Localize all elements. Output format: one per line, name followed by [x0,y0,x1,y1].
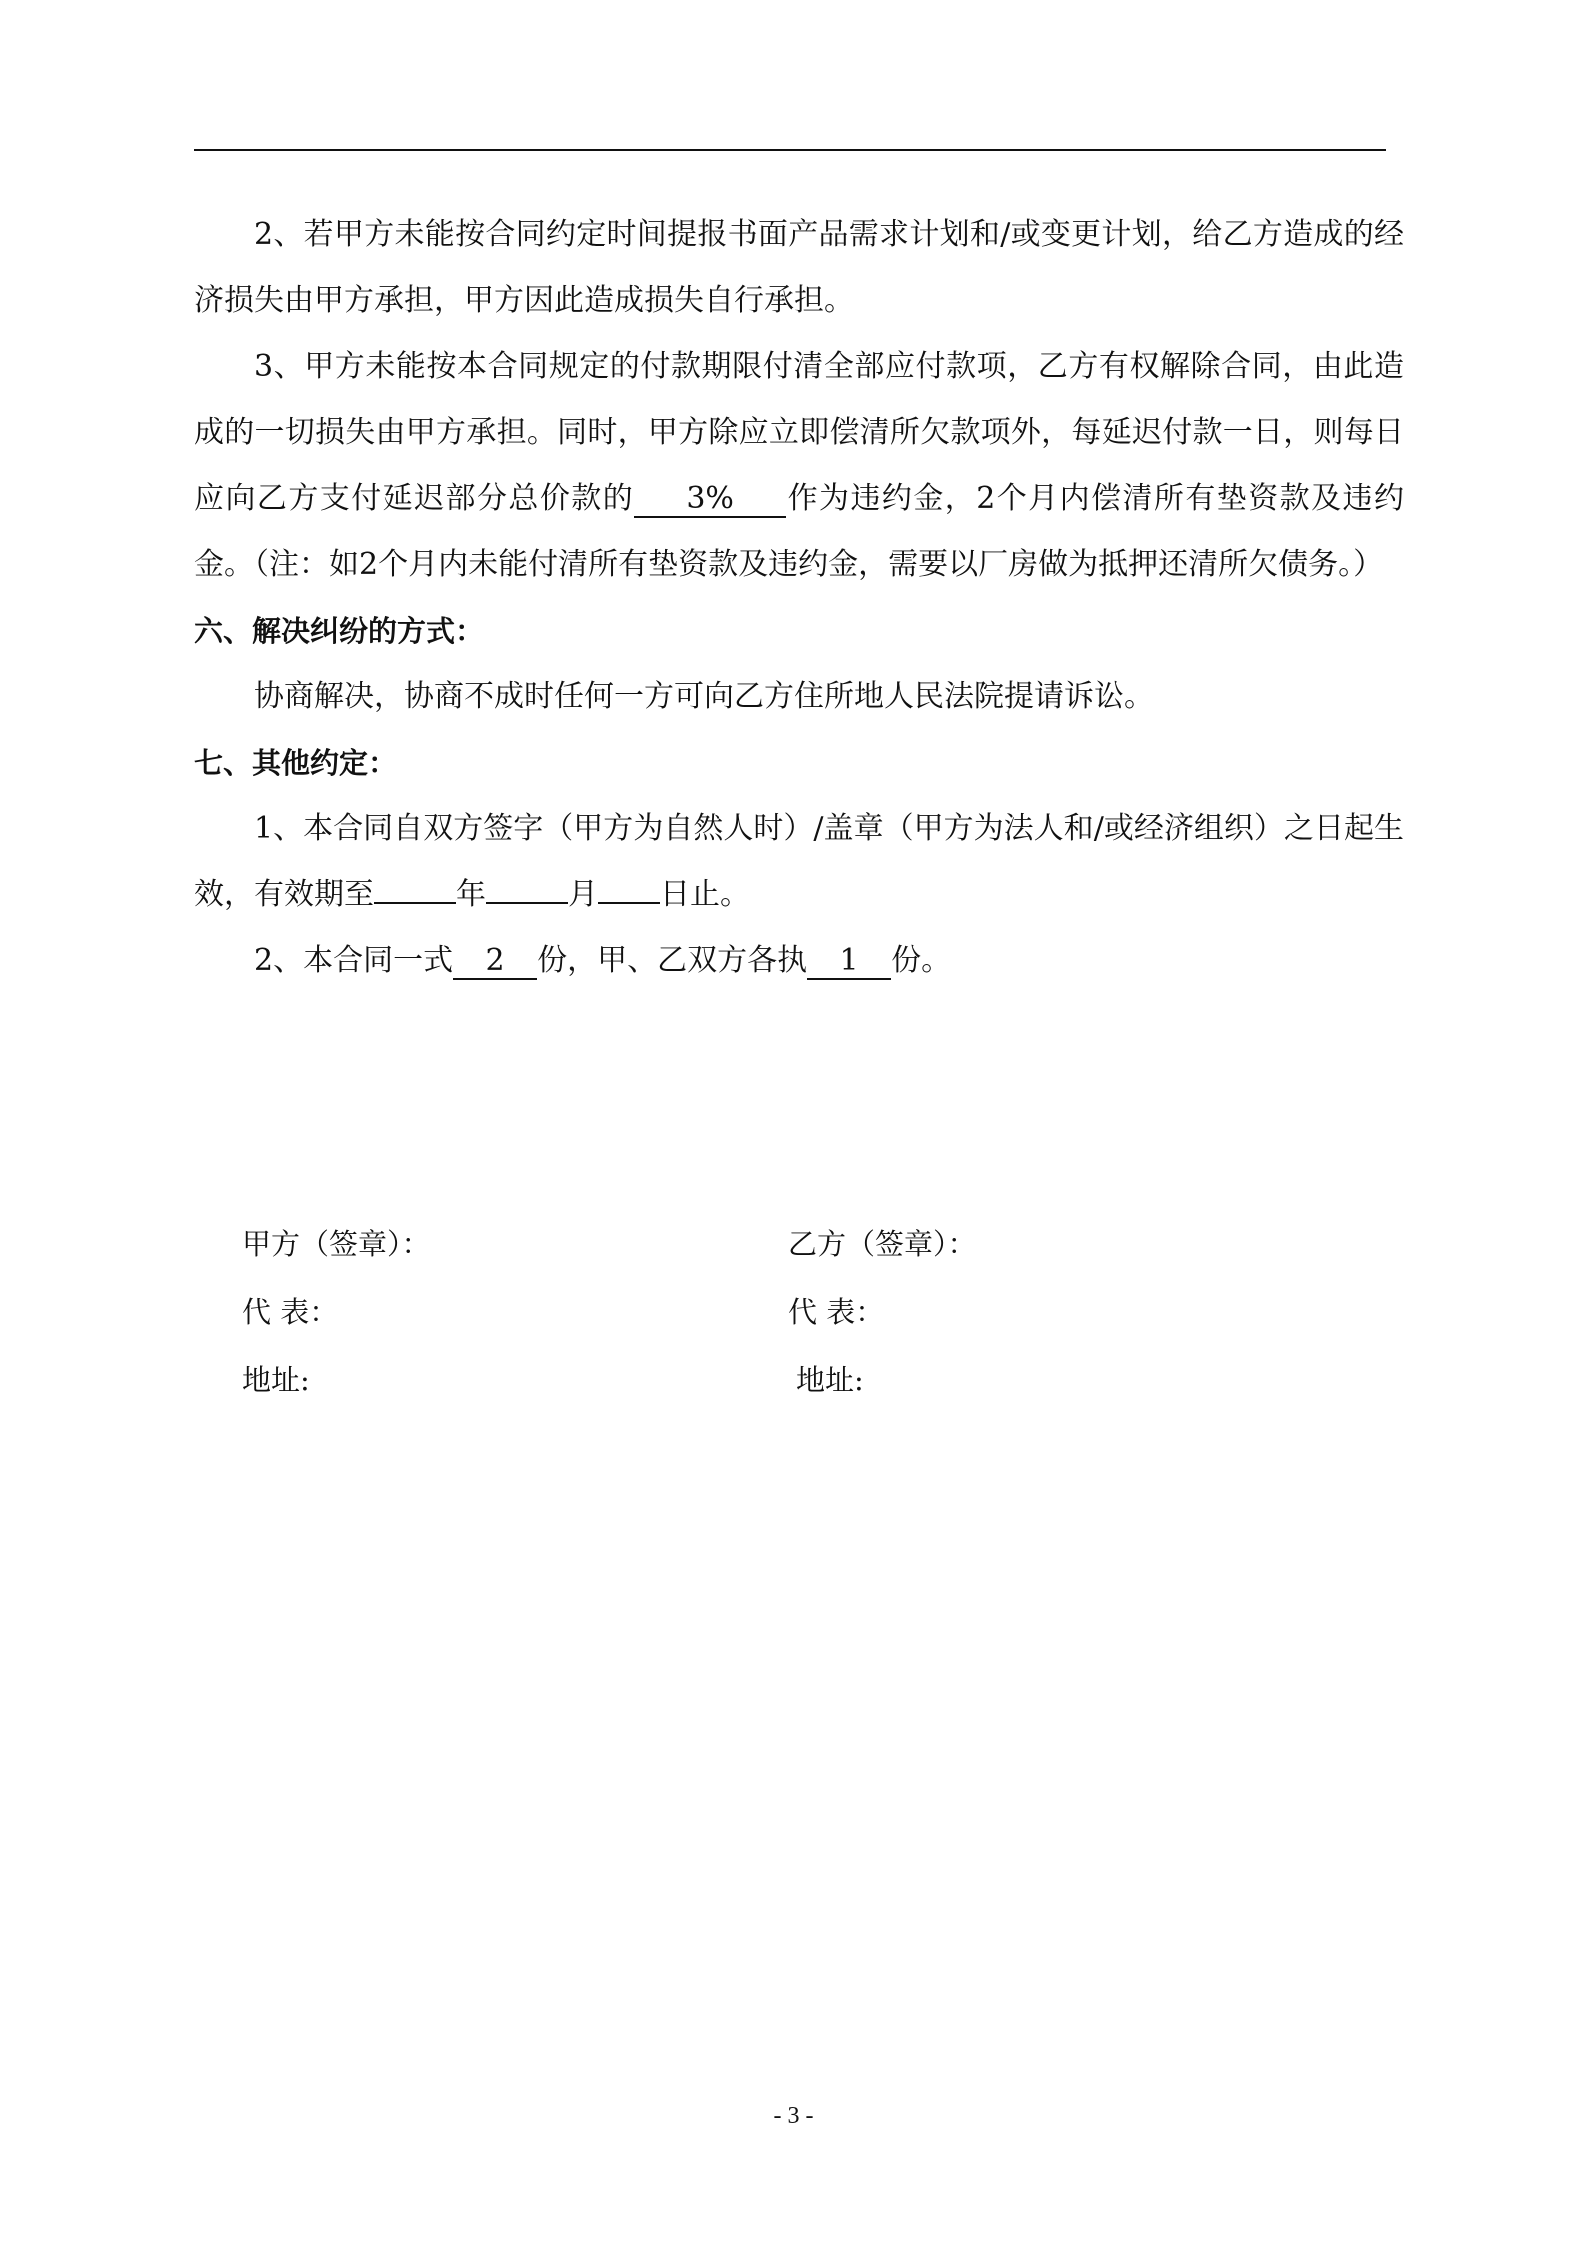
clause-3 [194,334,1404,598]
expiry-year-blank [374,902,456,904]
expiry-month-blank [486,902,568,904]
signature-row-representative [242,1278,1342,1346]
expiry-day-blank [598,902,660,904]
party-b-representative-label: 代 表： [788,1295,885,1329]
contract-body [194,202,1404,994]
year-suffix: 年 [456,877,486,912]
party-a-address-label: 地址: [242,1363,310,1397]
section-6-body: 协商解决，协商不成时任何一方可向乙方住所地人民法院提请诉讼。 [254,679,1154,714]
penalty-rate-blank: 3% [634,482,786,518]
section-7-heading: 七、其他约定： [194,746,398,780]
item-2-text-middle: 份，甲、乙双方各执 [537,943,808,978]
party-b-address-label: 地址: [796,1363,864,1397]
item-2-text-before: 2、本合同一式 [254,943,454,978]
signature-row-address [242,1346,1342,1414]
item-2-text-after: 份。 [891,943,952,978]
header-rule [194,149,1386,151]
party-a-label: 甲方（签章）： [242,1227,431,1261]
page-number: - 3 - [773,2103,814,2129]
section-7-item-2 [194,928,1404,994]
signature-block [242,1210,1342,1414]
clause-3-text-before: 3、甲方未能按本合同规定的付款期限付清全部应付款项，乙方有权解除合同，由此造成的一切损失由甲方承担。同时，甲方除应立即偿清所欠款项外，每延迟付款一日，则每日应向乙方支付延迟部分总价款的 [194,349,1404,516]
copies-each-blank: 1 [807,944,891,980]
clause-2-text: 2、若甲方未能按合同约定时间提报书面产品需求计划和/或变更计划，给乙方造成的经济损失由甲方承担，甲方因此造成损失自行承担。 [194,217,1404,318]
party-a-representative-label: 代 表： [242,1295,339,1329]
party-b-label: 乙方（签章）： [788,1227,977,1261]
section-7-item-1 [194,796,1404,928]
section-6-text [194,664,1404,730]
clause-2 [194,202,1404,334]
month-suffix: 月 [568,877,598,912]
item-1-text-before: 1、本合同自双方签字（甲方为自然人时）/盖章（甲方为法人和/或经济组织）之日起生效，有效期至 [194,811,1404,912]
section-6-heading: 六、解决纠纷的方式： [194,614,485,648]
clause-3-text-after: 作为违约金，2个月内偿清所有垫资款及违约金。（注：如2个月内未能付清所有垫资款及违约金，需要以厂房做为抵押还清所欠债务。） [194,481,1404,582]
day-suffix: 日止。 [660,877,750,912]
signature-row-party [242,1210,1342,1278]
copies-total-blank: 2 [453,944,537,980]
